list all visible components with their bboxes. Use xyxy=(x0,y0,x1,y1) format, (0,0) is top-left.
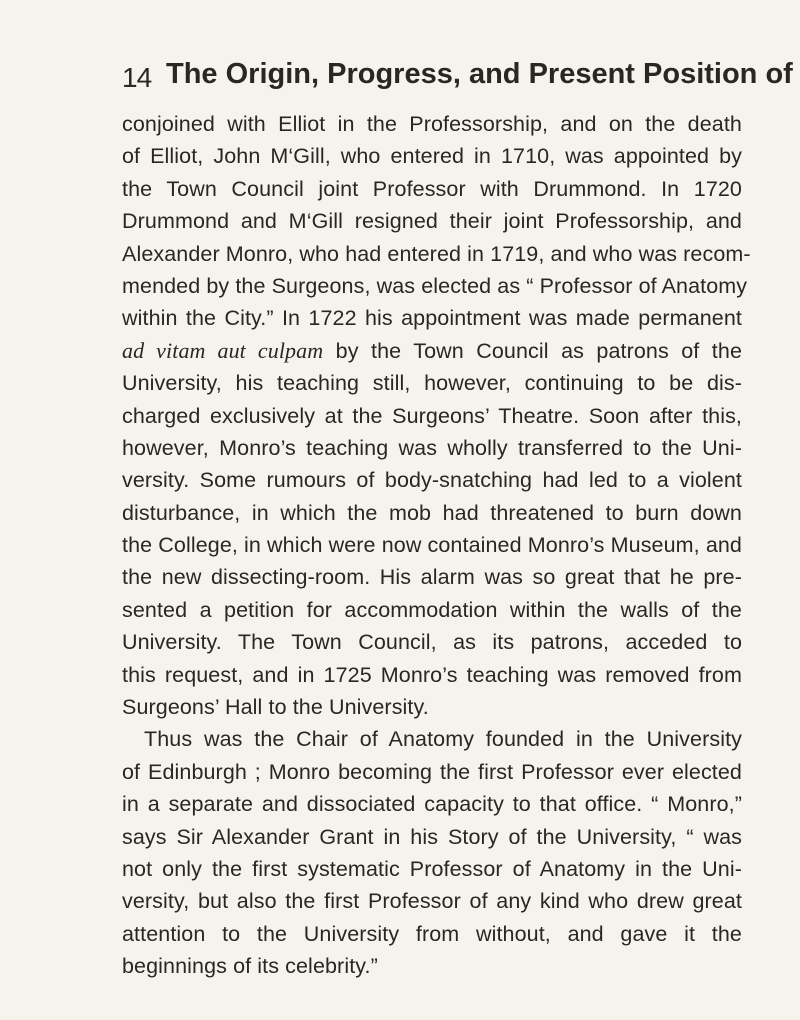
line-text: University, his teaching still, however, continuing to be dis- xyxy=(122,371,742,396)
text-line xyxy=(122,594,742,626)
line-text: versity. Some rumours of body-snatching had led to a violent xyxy=(122,468,742,493)
text-line xyxy=(122,335,742,367)
line-text: Thus was the Chair of Anatomy founded in the University xyxy=(144,727,742,752)
text-line xyxy=(122,432,742,464)
text-line xyxy=(122,918,742,950)
line-text: University. The Town Council, as its patrons, acceded to xyxy=(122,630,742,655)
line-text: this request, and in 1725 Monro’s teaching was removed from xyxy=(122,662,742,687)
running-head xyxy=(122,58,793,98)
line-text: sented a petition for accommodation within the walls of the xyxy=(122,597,742,622)
line-text: of Elliot, John M‘Gill, who entered in 1710, was appointed by xyxy=(122,144,742,169)
text-line xyxy=(122,367,742,399)
text-line xyxy=(122,529,742,561)
line-text: mended by the Surgeons, was elected as “ Professor of Anatomy xyxy=(122,273,748,298)
line-text: within the City.” In 1722 his appointment was made permanent xyxy=(122,306,742,331)
text-line xyxy=(122,238,751,270)
text-line xyxy=(122,723,742,755)
line-text: beginnings of its celebrity.” xyxy=(122,954,378,979)
running-title: The Origin, Progress, and Present Position of xyxy=(166,58,793,90)
body-text xyxy=(122,108,751,983)
line-text: versity, but also the first Professor of any kind who drew great xyxy=(122,889,742,914)
text-line xyxy=(122,950,742,982)
text-line xyxy=(122,756,742,788)
line-text: Surgeons’ Hall to the University. xyxy=(122,695,429,720)
text-line xyxy=(122,626,742,658)
text-line xyxy=(122,821,742,853)
text-line xyxy=(122,302,742,334)
line-text: in a separate and dissociated capacity to that office. “ Monro,” xyxy=(122,792,742,817)
text-line xyxy=(122,108,742,140)
line-text: charged exclusively at the Surgeons’ Theatre. Soon after this, xyxy=(122,403,742,428)
line-text: Alexander Monro, who had entered in 1719, and who was recom- xyxy=(122,241,751,266)
line-text: disturbance, in which the mob had threatened to burn down xyxy=(122,500,742,525)
line-text: says Sir Alexander Grant in his Story of the University, “ was xyxy=(122,824,742,849)
text-line xyxy=(122,464,742,496)
line-text: Drummond and M‘Gill resigned their joint Professorship, and xyxy=(122,209,742,234)
text-line xyxy=(122,497,742,529)
italic-phrase: ad vitam aut culpam xyxy=(122,337,324,363)
line-text: the new dissecting-room. His alarm was so great that he pre- xyxy=(122,565,742,590)
text-line xyxy=(122,691,742,723)
line-text: the College, in which were now contained Monro’s Museum, and xyxy=(122,533,742,558)
page-number: 14 xyxy=(122,62,152,93)
text-line xyxy=(122,561,742,593)
line-text: the Town Council joint Professor with Drummond. In 1720 xyxy=(122,176,742,201)
line-text: however, Monro’s teaching was wholly transferred to the Uni- xyxy=(122,435,742,460)
line-text: by the Town Council as patrons of the xyxy=(323,338,742,363)
text-line xyxy=(122,853,742,885)
text-line xyxy=(122,270,748,302)
text-line xyxy=(122,788,742,820)
text-line xyxy=(122,205,742,237)
line-text: attention to the University from without, and gave it the xyxy=(122,921,742,946)
line-text: of Edinburgh ; Monro becoming the first Professor ever elected xyxy=(122,759,742,784)
text-line xyxy=(122,885,742,917)
text-line xyxy=(122,140,742,172)
line-text: conjoined with Elliot in the Professorship, and on the death xyxy=(122,112,742,136)
text-line xyxy=(122,400,742,432)
text-line xyxy=(122,173,742,205)
text-line xyxy=(122,659,742,691)
line-text: not only the first systematic Professor of Anatomy in the Uni- xyxy=(122,856,742,881)
